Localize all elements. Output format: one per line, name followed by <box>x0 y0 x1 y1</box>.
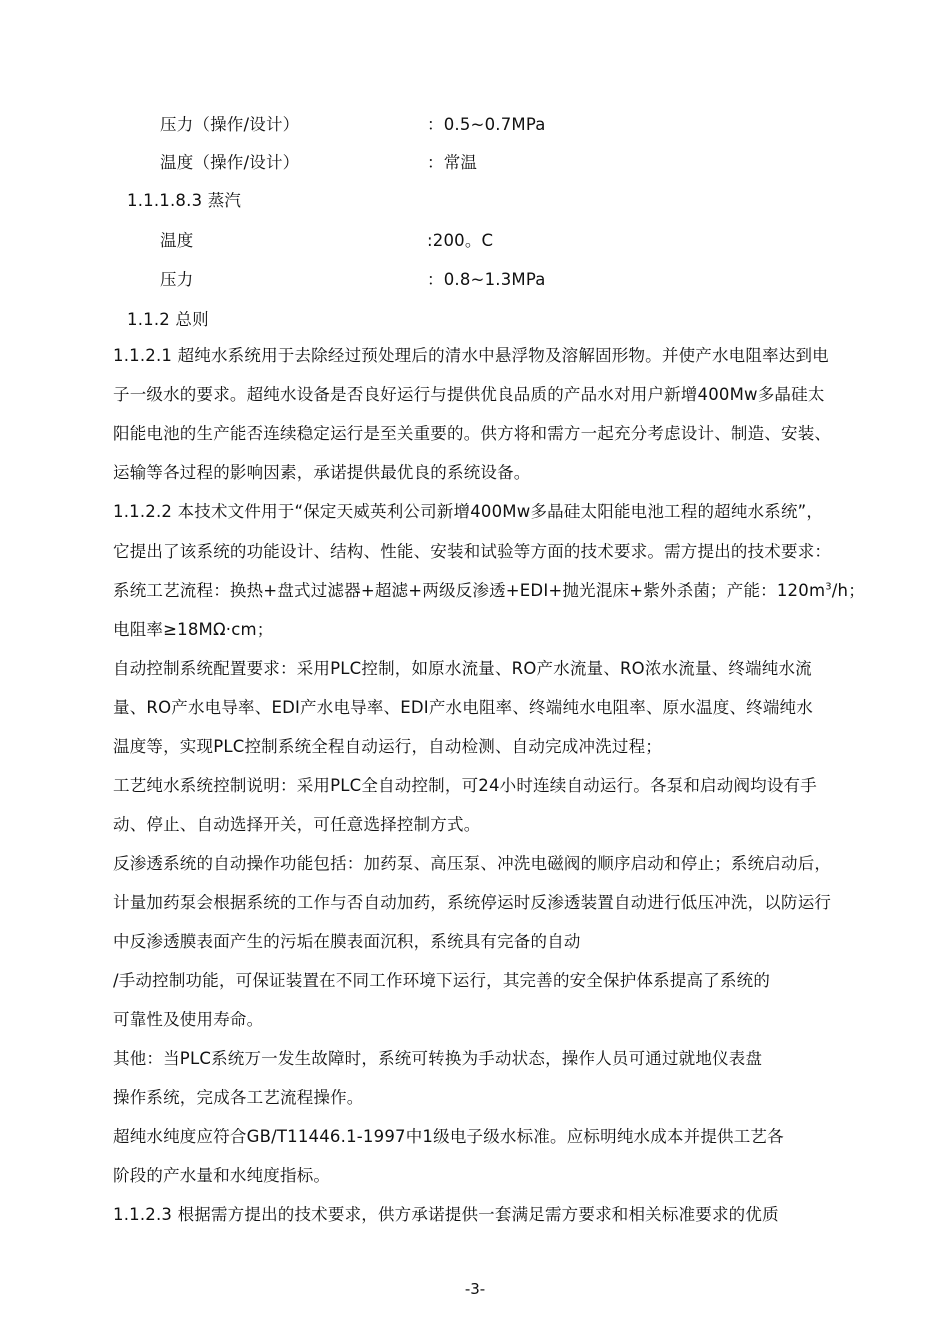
paragraph-line: 阶段的产水量和水纯度指标。 <box>113 1166 331 1185</box>
steam-temp-label: 温度 <box>160 231 194 250</box>
paragraph-line: 自动控制系统配置要求：采用PLC控制，如原水流量、RO产水流量、RO浓水流量、终端纯水流 <box>113 659 812 678</box>
steam-pressure-value: ：0.8~1.3MPa <box>427 270 546 289</box>
steam-pressure-row <box>160 269 546 291</box>
spec-temp-value: ：常温 <box>427 153 478 172</box>
capacity-superscript: 3 <box>825 581 832 593</box>
spec-temp-row <box>160 152 478 174</box>
paragraph-line: 计量加药泵会根据系统的工作与否自动加药，系统停运时反渗透装置自动进行低压冲洗，以防运行 <box>113 893 832 912</box>
paragraph-line: 可靠性及使用寿命。 <box>113 1010 264 1029</box>
paragraph-line: 其他：当PLC系统万一发生故障时，系统可转换为手动状态，操作人员可通过就地仪表盘 <box>113 1049 763 1068</box>
capacity-tail: /h； <box>831 581 865 600</box>
paragraph-line: 温度等，实现PLC控制系统全程自动运行，自动检测、自动完成冲洗过程； <box>113 737 662 756</box>
paragraph-line: 电阻率≥18MΩ·cm； <box>113 620 274 639</box>
general-heading: 1.1.2 总则 <box>127 310 209 329</box>
paragraph-line: 1.1.2.3 根据需方提出的技术要求，供方承诺提供一套满足需方要求和相关标准要求的优质 <box>113 1205 779 1224</box>
steam-temp-value: :200。C <box>427 231 494 250</box>
page-number: -3- <box>464 1280 486 1298</box>
steam-heading: 1.1.1.8.3 蒸汽 <box>127 191 242 210</box>
steam-temp-row <box>160 230 494 252</box>
paragraph-line-capacity <box>113 580 865 602</box>
paragraph-line: /手动控制功能，可保证装置在不同工作环境下运行，其完善的安全保护体系提高了系统的 <box>113 971 771 990</box>
paragraph-line: 量、RO产水电导率、EDI产水电导率、EDI产水电阻率、终端纯水电阻率、原水温度、终端纯水 <box>113 698 813 717</box>
steam-pressure-label: 压力 <box>160 270 194 289</box>
paragraph-line: 1.1.2.2 本技术文件用于“保定天威英利公司新增400Mw多晶硅太阳能电池工程的超纯水系统”， <box>113 502 824 521</box>
spec-temp-label: 温度（操作/设计） <box>160 153 300 172</box>
paragraph-line: 子一级水的要求。超纯水设备是否良好运行与提供优良品质的产品水对用户新增400Mw多晶硅太 <box>113 385 825 404</box>
paragraph-line: 阳能电池的生产能否连续稳定运行是至关重要的。供方将和需方一起充分考虑设计、制造、安装、 <box>113 424 832 443</box>
paragraph-line: 1.1.2.1 超纯水系统用于去除经过预处理后的清水中悬浮物及溶解固形物。并使产水电阻率达到电 <box>113 346 829 365</box>
paragraph-line: 它提出了该系统的功能设计、结构、性能、安装和试验等方面的技术要求。需方提出的技术要求： <box>113 542 832 561</box>
paragraph-line: 动、停止、自动选择开关，可任意选择控制方式。 <box>113 815 481 834</box>
spec-pressure-value: ：0.5~0.7MPa <box>427 115 546 134</box>
paragraph-line: 反渗透系统的自动操作功能包括：加药泵、高压泵、冲洗电磁阀的顺序启动和停止；系统启动后， <box>113 854 832 873</box>
paragraph-line: 工艺纯水系统控制说明：采用PLC全自动控制，可24小时连续自动运行。各泵和启动阀均设有手 <box>113 776 817 795</box>
spec-pressure-row <box>160 114 546 136</box>
paragraph-line: 中反渗透膜表面产生的污垢在膜表面沉积，系统具有完备的自动 <box>113 932 581 951</box>
spec-pressure-label: 压力（操作/设计） <box>160 115 300 134</box>
paragraph-line: 运输等各过程的影响因素，承诺提供最优良的系统设备。 <box>113 463 531 482</box>
paragraph-line: 操作系统，完成各工艺流程操作。 <box>113 1088 364 1107</box>
capacity-text: 系统工艺流程：换热+盘式过滤器+超滤+两级反渗透+EDI+抛光混床+紫外杀菌；产能：120m <box>113 581 826 600</box>
paragraph-line: 超纯水纯度应符合GB/T11446.1-1997中1级电子级水标准。应标明纯水成本并提供工艺各 <box>113 1127 784 1146</box>
